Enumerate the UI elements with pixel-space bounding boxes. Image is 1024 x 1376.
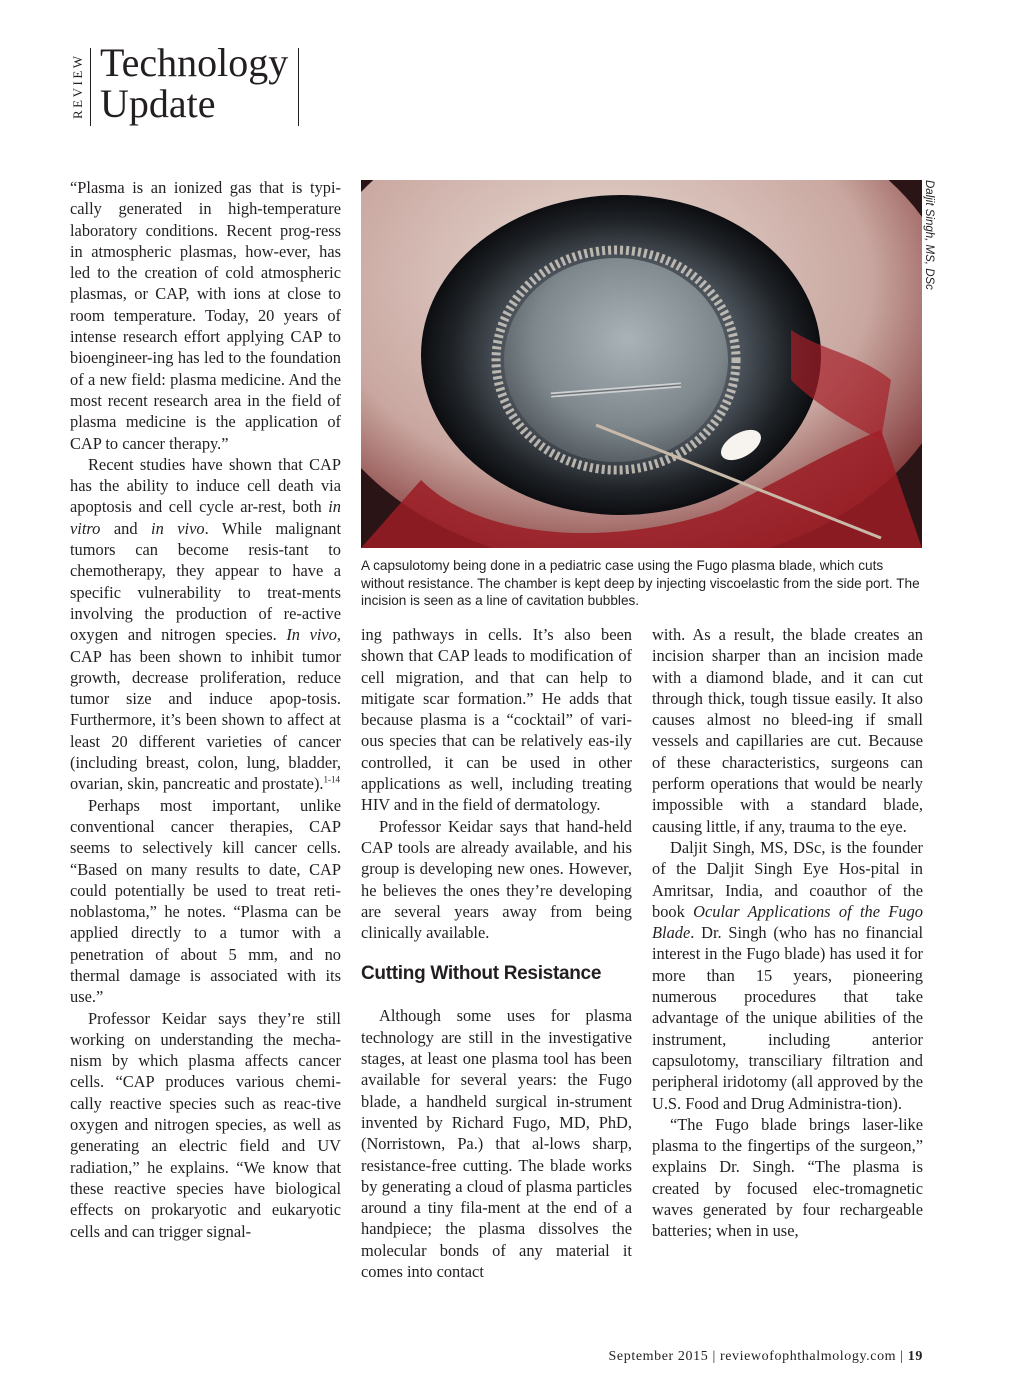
paragraph: “The Fugo blade brings laser-like plasma to the fingertips of the surgeon,” explains Dr. Singh. “The plasma is created by focused elec-tromagnetic waves generated by four rechargeable batteries; when in use, bbox=[652, 1114, 923, 1241]
paragraph: Recent studies have shown that CAP has the ability to induce cell death via apoptosis and cell cycle ar-rest, both in vitro and in vivo. While malignant tumors can become resis-tant to chemotherapy, they appear to have a specific vulnerability to treat-ments involving the production of re-active oxygen and nitrogen species. In vivo, CAP has been shown to inhibit tumor growth, decrease proliferation, reduce tumor size and induce apop-tosis. Furthermore, it’s been shown to affect at least 20 different varieties of cancer (including breast, colon, lung, bladder, ovarian, skin, pancreatic and prostate).$^{1-14}$ bbox=[70, 454, 341, 794]
article-column-1 bbox=[70, 177, 341, 1242]
paragraph: with. As a result, the blade creates an incision sharper than an incision made with a diamond blade, and it can cut through thick, tough tissue easily. It also causes almost no bleed-ing if small vessels and capillaries are cut. Because of these characteristics, surgeons can perform operations that would be nearly impossible with a standard blade, causing little, if any, trauma to the eye. bbox=[652, 625, 923, 836]
reference-superscript: 1-14 bbox=[323, 774, 340, 785]
italic-term: In vivo bbox=[286, 625, 337, 645]
article-column-3 bbox=[652, 624, 923, 1242]
paragraph: Professor Keidar says that hand-held CAP tools are already available, and his group is developing new ones. However, he believes the ones they’re developing are several years away from being clinically available. bbox=[361, 816, 632, 943]
website-link[interactable]: reviewofophthalmology.com bbox=[719, 1349, 897, 1364]
article-column-2 bbox=[361, 624, 632, 1282]
book-title: Ocular Applications of the Fugo Blade bbox=[652, 901, 923, 943]
photo-caption: A capsulotomy being done in a pediatric case using the Fugo plasma blade, which cuts without resistance. The chamber is kept deep by injecting viscoelastic from the side port. The incision is seen as a line of cavitation bubbles. bbox=[361, 558, 920, 609]
eye-capsulotomy-image bbox=[361, 180, 922, 548]
masthead-divider-right bbox=[298, 48, 299, 126]
paragraph: Professor Keidar says they’re still working on understanding the mecha-nism by which plasma affects cancer cells. “CAP produces various chemi-cally reactive species such as reac-tive oxygen and nitrogen species, as well as generating an electric field and UV radiation,” he explains. “We know that these reactive species have biological effects on prokaryotic and eukaryotic cells and can trigger signal- bbox=[70, 1008, 341, 1241]
subheading: Cutting Without Resistance bbox=[361, 963, 602, 985]
paragraph: “Plasma is an ionized gas that is typi-cally generated in high-temperature laboratory conditions. Recent prog-ress in atmospheric plasmas, how-ever, has led to the creation of cold atmospheric plasmas, or CAP, with ions at close to room temperature. Today, 20 years of intense research effort applying CAP to bioengineer-ing has led to the foundation of a new field: plasma medicine. And the most recent research area in the field of plasma medicine is the application of CAP to cancer therapy.” bbox=[70, 178, 341, 453]
paragraph: Although some uses for plasma technology are still in the investigative stages, at least one plasma tool has been available for several years: the Fugo blade, a handheld surgical in-strument invented by Richard Fugo, MD, PhD, (Norristown, Pa.) that al-lows sharp, resistance-free cutting. The blade works by generating a cloud of plasma particles around a tiny fila-ment at the end of a handpiece; the plasma dissolves the molecular bonds of any material it comes into contact bbox=[361, 1006, 632, 1282]
section-label: REVIEW bbox=[70, 53, 85, 119]
paragraph: ing pathways in cells. It’s also been shown that CAP leads to modification of cell migration, and that can help to mitigate scar formation.” He adds that because plasma is a “cocktail” of vari-ous species that can be relatively eas-ily controlled, it can be used in other applications as well, including treating HIV and in the field of dermatology. bbox=[361, 625, 632, 815]
page-number: 19 bbox=[907, 1349, 923, 1364]
section-title-line1: Technology bbox=[100, 40, 289, 85]
paragraph: Daljit Singh, MS, DSc, is the founder of the Daljit Singh Eye Hos-pital in Amritsar, India, and coauthor of the book Ocular Applications of the Fugo Blade. Dr. Singh (who has no financial interest in the Fugo blade) has used it for more than 15 years, pioneering numerous procedures that take advantage of the unique abilities of the instrument, including anterior capsulotomy, transciliary filtration and peripheral iridotomy (all approved by the U.S. Food and Drug Administra-tion). bbox=[652, 837, 923, 1113]
paragraph: Perhaps most important, unlike conventional cancer therapies, CAP seems to selectively kill cancer cells. “Based on many results to date, CAP could potentially be used to treat reti-noblastoma,” he notes. “Plasma can be applied directly to a tumor with a penetration of about 5 mm, and no thermal damage is associated with its use.” bbox=[70, 795, 341, 1007]
masthead-divider-left bbox=[90, 48, 91, 126]
italic-term: in vitro bbox=[70, 497, 341, 538]
section-title-line2: Update bbox=[100, 81, 216, 126]
footer-separator: | bbox=[900, 1349, 908, 1364]
section-title bbox=[100, 42, 288, 124]
page-footer bbox=[609, 1349, 923, 1365]
footer-separator: | bbox=[712, 1349, 720, 1364]
surgical-photo bbox=[361, 180, 922, 548]
italic-term: in vivo bbox=[151, 518, 205, 538]
issue-date: September 2015 bbox=[608, 1349, 709, 1364]
photo-credit: Daljit Singh, MS, DSc bbox=[923, 180, 935, 290]
